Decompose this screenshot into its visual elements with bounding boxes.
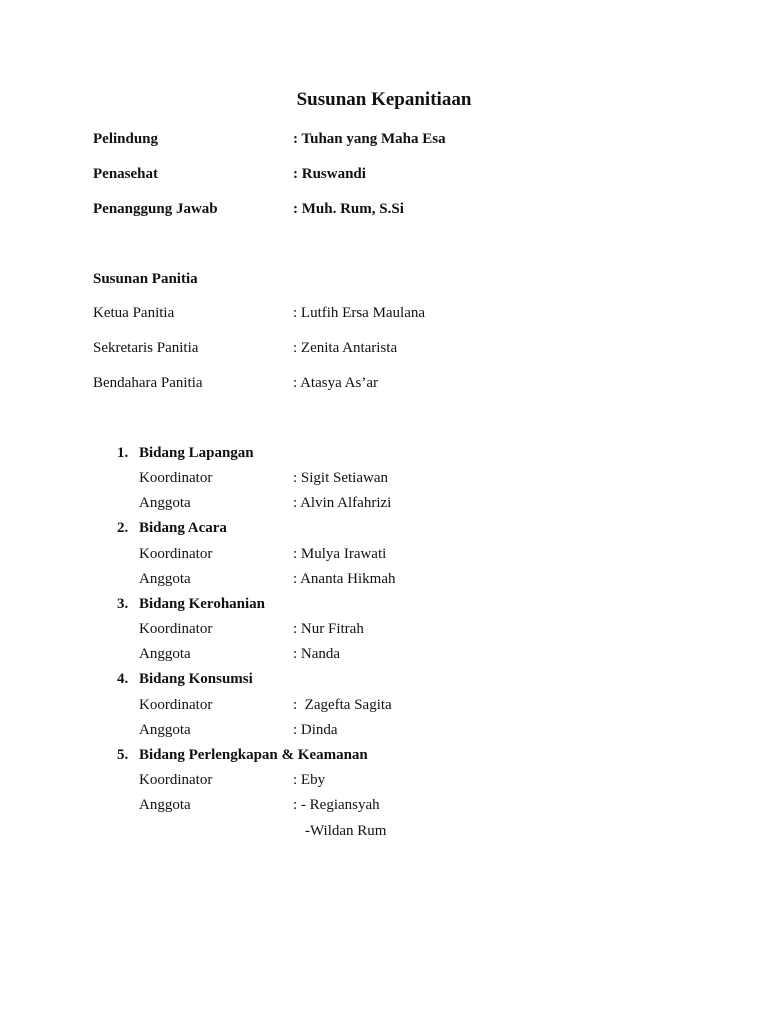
- anggota-value: : - Regiansyah: [293, 797, 380, 813]
- sekretaris-value: : Zenita Antarista: [293, 340, 398, 356]
- anggota-extra-value: -Wildan Rum: [305, 823, 387, 839]
- penanggung-jawab-label: Penanggung Jawab: [93, 201, 218, 217]
- bendahara-row: [93, 373, 378, 393]
- penanggung-jawab-value: : Muh. Rum, S.Si: [293, 201, 404, 217]
- koordinator-row: [139, 544, 387, 564]
- bidang-name: Bidang Kerohanian: [139, 596, 266, 612]
- sekretaris-label: Sekretaris Panitia: [93, 340, 199, 356]
- koordinator-label: Koordinator: [139, 697, 213, 713]
- koordinator-value: : Zagefta Sagita: [293, 697, 392, 713]
- bidang-heading: [117, 669, 253, 689]
- koordinator-row: [139, 619, 364, 639]
- anggota-label: Anggota: [139, 571, 191, 587]
- anggota-value: : Ananta Hikmah: [293, 571, 396, 587]
- penasehat-value: : Ruswandi: [293, 166, 366, 182]
- bidang-heading: [117, 745, 368, 765]
- koordinator-row: [139, 468, 388, 488]
- anggota-row: [139, 795, 380, 815]
- penasehat-row: [93, 164, 366, 184]
- koordinator-label: Koordinator: [139, 772, 213, 788]
- bidang-name: Bidang Konsumsi: [139, 671, 253, 687]
- koordinator-label: Koordinator: [139, 621, 213, 637]
- bendahara-label: Bendahara Panitia: [93, 375, 203, 391]
- anggota-label: Anggota: [139, 797, 191, 813]
- anggota-label: Anggota: [139, 722, 191, 738]
- document-title: Susunan Kepanitiaan: [296, 89, 472, 110]
- anggota-label: Anggota: [139, 495, 191, 511]
- bidang-heading: [117, 518, 227, 538]
- bidang-number: 3.: [117, 596, 129, 612]
- bidang-number: 4.: [117, 671, 129, 687]
- anggota-row: [139, 720, 338, 740]
- bidang-name: Bidang Lapangan: [139, 445, 254, 461]
- koordinator-row: [139, 770, 326, 790]
- ketua-value: : Lutfih Ersa Maulana: [293, 305, 426, 321]
- bidang-name: Bidang Acara: [139, 520, 227, 536]
- anggota-value: : Alvin Alfahrizi: [293, 495, 392, 511]
- anggota-value: : Nanda: [293, 646, 341, 662]
- koordinator-value: : Nur Fitrah: [293, 621, 364, 637]
- bidang-name: Bidang Perlengkapan & Keamanan: [139, 747, 368, 763]
- bidang-number: 5.: [117, 747, 129, 763]
- bidang-heading: [117, 443, 254, 463]
- anggota-value: : Dinda: [293, 722, 338, 738]
- sekretaris-row: [93, 338, 398, 358]
- koordinator-label: Koordinator: [139, 546, 213, 562]
- penasehat-label: Penasehat: [93, 166, 158, 182]
- ketua-row: [93, 303, 426, 323]
- bidang-heading: [117, 594, 266, 614]
- pelindung-label: Pelindung: [93, 131, 159, 147]
- koordinator-value: : Eby: [293, 772, 326, 788]
- anggota-row: [139, 569, 396, 589]
- panitia-heading: Susunan Panitia: [93, 271, 198, 287]
- anggota-label: Anggota: [139, 646, 191, 662]
- bidang-number: 1.: [117, 445, 129, 461]
- bidang-number: 2.: [117, 520, 129, 536]
- ketua-label: Ketua Panitia: [93, 305, 175, 321]
- koordinator-label: Koordinator: [139, 470, 213, 486]
- koordinator-row: [139, 695, 392, 715]
- bendahara-value: : Atasya As’ar: [293, 375, 378, 391]
- anggota-row: [139, 493, 392, 513]
- penanggung-jawab-row: [93, 199, 404, 219]
- anggota-row: [139, 644, 341, 664]
- koordinator-value: : Mulya Irawati: [293, 546, 387, 562]
- pelindung-value: : Tuhan yang Maha Esa: [293, 131, 446, 147]
- koordinator-value: : Sigit Setiawan: [293, 470, 388, 486]
- pelindung-row: [93, 129, 446, 149]
